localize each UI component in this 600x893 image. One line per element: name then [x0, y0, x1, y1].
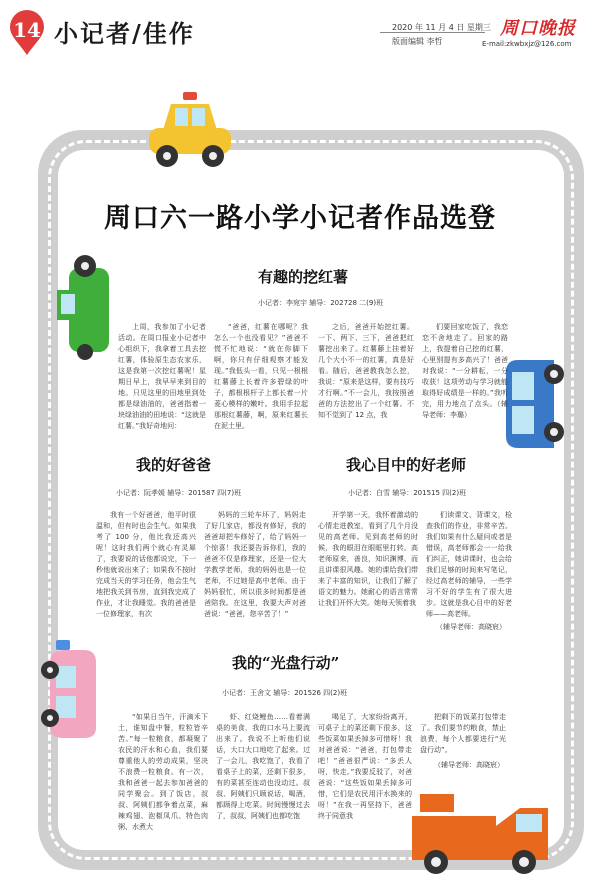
article-4-col-4: 把剩下的饭菜打包带走了。我们要节约粮食，禁止浪费，每个人都要进行“光盘行动”。 [420, 713, 506, 754]
newspaper-logo: 周口晚报 [500, 18, 576, 39]
masthead [0, 0, 600, 74]
newspaper-email: E-mail:zkwbxjz@126.com [482, 40, 572, 48]
page-headline: 周口六一路小学小记者作品选登 [104, 203, 496, 234]
article-4-col-2: 虾、红烧鲤鱼……看着满桌的美食，我的口水马上要流出来了。我说不上听他们说话，大口大口地吃了起来。过了一会儿，我吃饱了，我看了看桌子上的菜，还剩下很多，有的菜甚至连动也没动过。叔叔、阿姨们只顾说话，喝酒，都顾得上吃菜。时间慢慢过去了，叔叔、阿姨们也都吃饱 [216, 713, 310, 820]
article-2-col-1: 我有一个好爸爸，他平时很温和，但有时也会生气。如果我考了 100 分，他比我还高兴呢！这时我们两个就心有灵犀了，我要说的话他都说完，下一秒他就说出来了；如果我不按时完成当天的学习任务，他会生气地把我关到书房，直到我完成了作业，才让我睡觉。我的爸爸是一位修理家，有次 [96, 511, 196, 618]
pink-car-icon [40, 640, 102, 744]
orange-truck-icon [408, 790, 558, 880]
article-4-teacher: （辅导老师：高晓宸） [434, 761, 504, 769]
article-3-col-2: 们读课文、背课文，检查我们的作业，非常辛苦。我们如果有什么疑问或者是错误，高老师都会一一给我们纠正，她讲课时，也会给我们足够的时间来写笔记，经过高老师的辅导，一些学习不好的学生有了很大进步。这就是我心目中的好老师——高老师。 [426, 511, 512, 618]
article-3-col-1: 开学第一天，我怀着激动的心情走进教室，看到了几个月没见的高老师。见到高老师的时候，我的眼泪在眼眶里打转。高老师原来，善良，知识渊博，而且讲课很风趣。她的课给我们带来了丰富的知识，让我们了解了语文的魅力。她耐心的语言常常让我们开怀大笑。她每天领着我 [318, 511, 418, 607]
article-1-title: 有趣的挖红薯 [258, 268, 349, 286]
article-1-col-3: 之后，爸爸开始挖红薯。一下、两下、三下，爸爸把红薯挖出来了。红薯藤上挂着好几个大小不一的红薯，真是好看。随后，爸爸教我怎么挖，我说：“原来是这样，要有技巧才行啊。”不一会儿，我按照爸爸的方法挖出了一个红薯。不知不觉到了 12 点，我 [318, 323, 414, 419]
article-4-col-1: “如果日当午，汗滴禾下土，谁知盘中餐，粒粒皆辛苦。”每一粒粮食，都凝聚了农民的汗水和心血，我们要尊重他人的劳动成果，坚决不浪费一粒粮食。有一次，我和爸爸一起去参加爸爸的同学聚会。到了饭店，叔叔、阿姨们都争着点菜，麻辣鸡翅、泡椒凤爪、特色肉粥、水煮大 [118, 713, 208, 831]
article-1-byline: 小记者：李宛宇 辅导：202728 二(9)班 [258, 299, 384, 307]
article-2-byline: 小记者：阮孝媛 辅导：201587 四(7)班 [116, 489, 242, 497]
article-4-title: 我的“光盘行动” [232, 654, 340, 672]
section-title: 小记者/佳作 [54, 19, 195, 48]
page-number: 14 [13, 18, 41, 42]
green-car-icon [55, 250, 125, 360]
article-1-col-1: 上周，我参加了小记者活动。在周口报业小记者中心组织下，我拿着工具去挖红薯，体验原生态农家乐，这是我第一次挖红薯呢！星期日早上，我早早来到目的地。只见这里的田地里到处都是绿油油的，爸爸指着一块绿油油的田地说：“这就是红薯。”我好奇地问： [118, 323, 206, 430]
editor-credit: 版面编辑 李哲 [392, 37, 443, 46]
yellow-car-icon [145, 92, 235, 170]
article-3-byline: 小记者：白雪 辅导：201515 四(2)班 [348, 489, 467, 497]
page-number-badge [8, 10, 46, 56]
article-3-teacher: （辅导老师：高晓宸） [436, 623, 506, 631]
article-1-col-4: 们要回家吃饭了，我恋恋不舍地走了。回家的路上，我提着自己挖的红薯，心里别提有多高兴了！爸爸对我说：“一分耕耘，一分收获！这项劳动与学习就能取得好成绩是一样的。”我听完，用力地点了点头。（辅导老师：李璐） [422, 323, 508, 419]
article-2-col-2: 妈妈的三轮车坏了，妈妈走了好几家店，都没有修好，我的爸爸却把车修好了，给了妈妈一个惊喜！我还要告诉你们，我的爸爸不仅是修理家，还是一位大学教学老师，我的妈妈也是一位老师，不过她是高中老师。由于妈妈很忙，所以很多时间都是爸爸陪我。在这里，我要大声对爸爸说：“爸爸，您辛苦了！” [204, 511, 306, 618]
issue-date: 2020 年 11 月 4 日 星期三 [392, 23, 491, 32]
article-4-col-3: 喝足了，大家纷纷离开，可桌子上的菜还剩下很多，这些饭菜如果丢掉多可惜呀！我对爸爸说：“爸爸，打包带走吧！”爸爸很严说：“多丢人呀，快走。”我要反驳了，对爸爸说：“这些饭如果丢掉多可惜，它们是农民用汗水换来的呀！”在我一再坚持下，爸爸终于同意我 [318, 713, 412, 820]
article-1-col-2: “爸爸，红薯在哪呢？我怎么一个也没看见？”爸爸不慌不忙地说：“就在你脚下啊，你只有仔细观察才能发现。”我低头一看，只见一根根红薯藤上长着许多碧绿的叶子，都根根杆子上都长着一片菱心模样的嫩叶。我用手拉起那根红薯藤，啊，原来红薯长在泥土里。 [214, 323, 308, 430]
article-3-title: 我心目中的好老师 [346, 456, 467, 474]
article-2-title: 我的好爸爸 [136, 456, 212, 474]
article-4-byline: 小记者：王舍文 辅导：201526 四(2)班 [222, 689, 348, 697]
blue-car-icon [498, 352, 568, 456]
